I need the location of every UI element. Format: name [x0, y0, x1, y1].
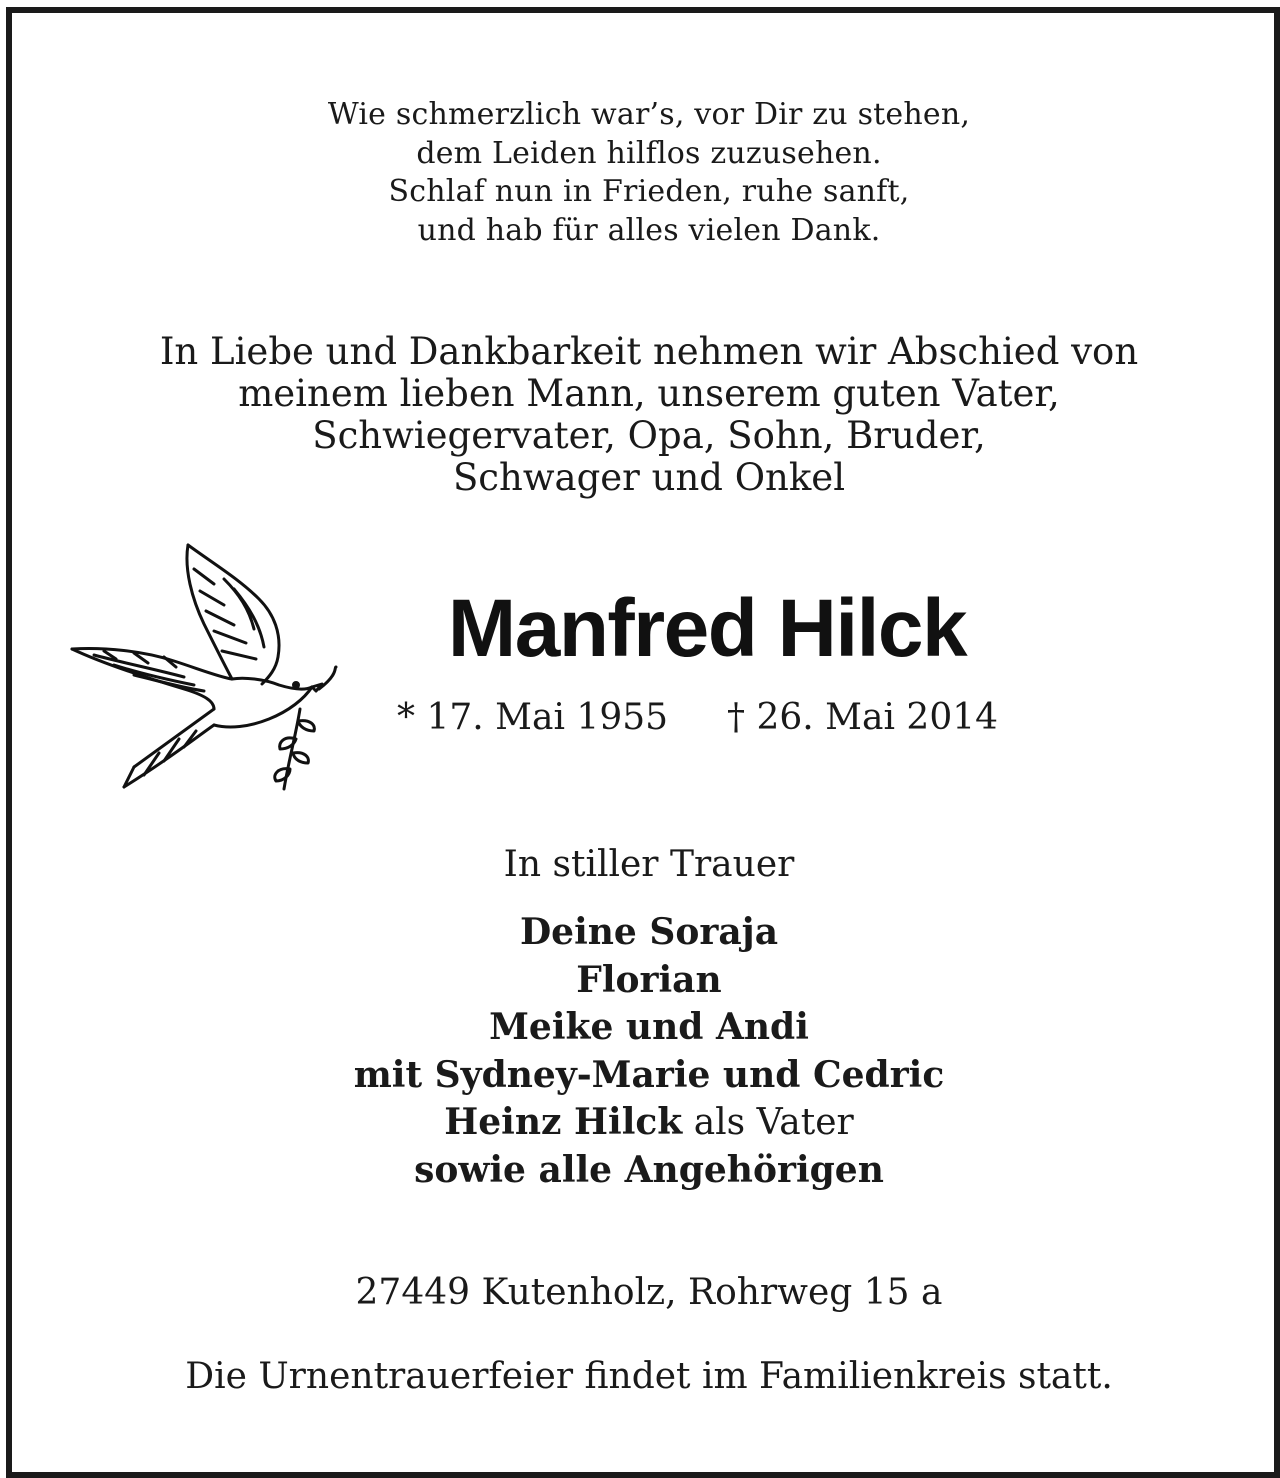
- poem-line: und hab für alles vielen Dank.: [417, 212, 881, 248]
- mourner-father: [12, 1099, 1280, 1147]
- father-name: Heinz Hilck: [444, 1101, 683, 1143]
- poem: [12, 96, 1280, 250]
- death-date: † 26. Mai 2014: [727, 697, 999, 738]
- obituary-frame: [6, 7, 1280, 1478]
- mourner: Deine Soraja: [519, 911, 779, 953]
- farewell-intro: [12, 331, 1280, 499]
- dove-with-olive-branch-icon: [64, 539, 344, 801]
- intro-line: In Liebe und Dankbarkeit nehmen wir Abschied von: [159, 330, 1139, 373]
- mourner: sowie alle Angehörigen: [414, 1148, 884, 1191]
- mourners-list: [12, 909, 1280, 1194]
- deceased-name: Manfred Hilck: [447, 583, 967, 674]
- mourner: mit Sydney-Marie und Cedric: [353, 1053, 945, 1096]
- intro-line: meinem lieben Mann, unserem guten Vater,: [238, 372, 1060, 415]
- father-suffix: als Vater: [682, 1102, 854, 1143]
- mourner: Florian: [576, 958, 722, 1001]
- poem-line: Wie schmerzlich war’s, vor Dir zu stehen,: [327, 97, 971, 132]
- intro-line: Schwiegervater, Opa, Sohn, Bruder,: [312, 414, 986, 457]
- poem-line: Schlaf nun in Frieden, ruhe sanft,: [388, 174, 910, 209]
- intro-line: Schwager und Onkel: [452, 456, 846, 499]
- ceremony-note: Die Urnentrauerfeier findet im Familienkreis statt.: [185, 1356, 1113, 1397]
- birth-date: * 17. Mai 1955: [397, 697, 669, 738]
- address: 27449 Kutenholz, Rohrweg 15 a: [355, 1272, 943, 1313]
- mourner: Meike und Andi: [489, 1006, 809, 1048]
- poem-line: dem Leiden hilflos zuzusehen.: [416, 135, 882, 171]
- mourning-line: In stiller Trauer: [503, 844, 795, 885]
